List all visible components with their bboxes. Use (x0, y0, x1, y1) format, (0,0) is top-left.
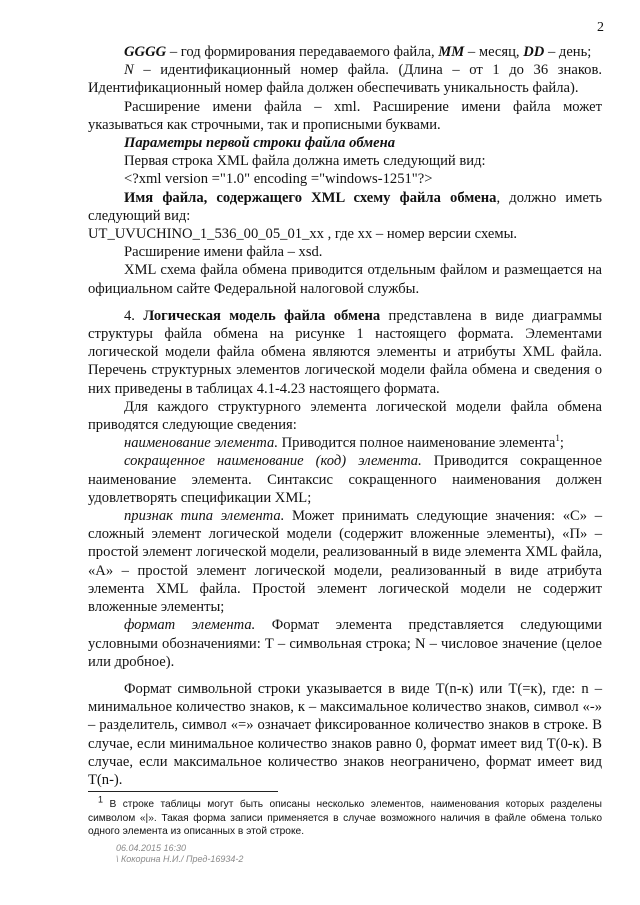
term-element-type: признак типа элемента. (124, 508, 285, 525)
item-short-name (88, 452, 602, 507)
para-text: – идентификационный номер файла. (Длина – от 1 до 36 знаков. Идентификационный номер файла должен обеспечивать уникальность файла). (88, 62, 602, 97)
term-element-name: наименование элемента. (124, 435, 278, 452)
para-first-line: Первая строка XML файла должна иметь следующий вид: (124, 153, 486, 170)
heading-first-line: Параметры первой строки файла обмена (124, 135, 396, 152)
term-mm: MM (438, 44, 465, 60)
schema-extension: Расширение имени файла – xsd. (124, 244, 323, 261)
term-schema-file: Имя файла, содержащего XML схему файла обмена (124, 189, 497, 206)
footnote-separator (88, 791, 278, 792)
item-element-format (88, 616, 602, 671)
para-element-info: Для каждого структурного элемента логической модели файла обмена приводятся следующие сведения: (88, 398, 602, 434)
xml-declaration: <?xml version ="1.0" encoding ="windows-1251"?> (124, 171, 433, 188)
para-text: – год формирования передаваемого файла, (166, 44, 439, 60)
document-body (88, 43, 602, 789)
para-logical-model (88, 307, 602, 398)
footnote-mark: 1 (98, 794, 104, 805)
term-short-name: сокращенное наименование (код) элемента. (124, 453, 422, 470)
document-stamp (116, 843, 243, 865)
para-date-format (88, 43, 602, 61)
para-file-id (88, 61, 602, 97)
term-gggg: GGGG (124, 44, 167, 60)
term-dd: DD (523, 44, 545, 60)
para-text: Приводится полное наименование элемента (277, 435, 556, 452)
para-text: ; (559, 435, 564, 452)
footnote-ref: 1 (555, 433, 560, 444)
para-text: представлена в виде диаграммы структуры файла обмена на рисунке 1 настоящего формата. Элементами логической модели файла обмена являются элементы и атрибуты XML файла. Перечень структурных элементов логической модели файла обмена и сведения о них приведены в таблицах 4.1-4.23 настоящего формата. (88, 307, 602, 397)
para-text: Формат элемента представляется следующими условными обозначениями: Т – символьная строка; N – числовое значение (целое или дробное). (88, 617, 602, 670)
para-text: – месяц, (464, 44, 524, 60)
para-text: 4. (124, 307, 144, 324)
page-number: 2 (597, 20, 604, 35)
item-element-type (88, 507, 602, 616)
item-element-name (88, 434, 602, 452)
footnote-text (88, 794, 602, 839)
para-schema-name (88, 189, 602, 225)
para-text: Может принимать следующие значения: «С» – сложный элемент логической модели (содержит вложенные элементы), «П» – простой элемент логической модели, реализованный в виде элемента XML файла, «А» – простой элемент логической модели, реализованный в виде атрибута элемента XML файла. Простой элемент логической модели не содержит вложенные элементы; (88, 508, 602, 616)
stamp-date: 06.04.2015 16:30 (116, 843, 187, 853)
term-element-format: формат элемента. (124, 617, 256, 634)
footnote (88, 794, 602, 839)
para-text: – день; (544, 44, 592, 60)
para-text: , должно иметь следующий вид: (88, 189, 602, 224)
schema-file-name: UT_UVUCHINO_1_536_00_05_01_xx , где хх – номер версии схемы. (88, 226, 518, 243)
stamp-author: \ Кокорина Н.И./ Пред-16934-2 (116, 854, 244, 864)
para-extension: Расширение имени файла – xml. Расширение имени файла может указываться как строчными, так и прописными буквами. (88, 98, 602, 133)
term-n: N (124, 62, 134, 79)
para-string-format: Формат символьной строки указывается в виде Т(n-к) или Т(=к), где: n – минимальное количество знаков, к – максимальное количество знаков, символ «-» – разделитель, символ «=» означает фиксированное количество знаков в строке. В случае, если минимальное количество знаков равно 0, формат имеет вид Т(0-к). В случае, если максимальное количество знаков неограничено, формат имеет вид Т(n-). (88, 680, 602, 788)
term-logical-model: Логическая модель файла обмена (143, 307, 381, 324)
para-text: В строке таблицы могут быть описаны несколько элементов, наименования которых разделены символом «|». Такая форма записи применяется в случае возможного наличия в файле обмена только одного элемента из описанных в этой строке. (88, 799, 602, 837)
para-schema-location: XML схема файла обмена приводится отдельным файлом и размещается на официальном сайте Федеральной налоговой службы. (88, 262, 602, 297)
para-text: Приводится сокращенное наименование элемента. Синтаксис сокращенного наименования должен удовлетворять спецификации XML; (88, 453, 602, 506)
